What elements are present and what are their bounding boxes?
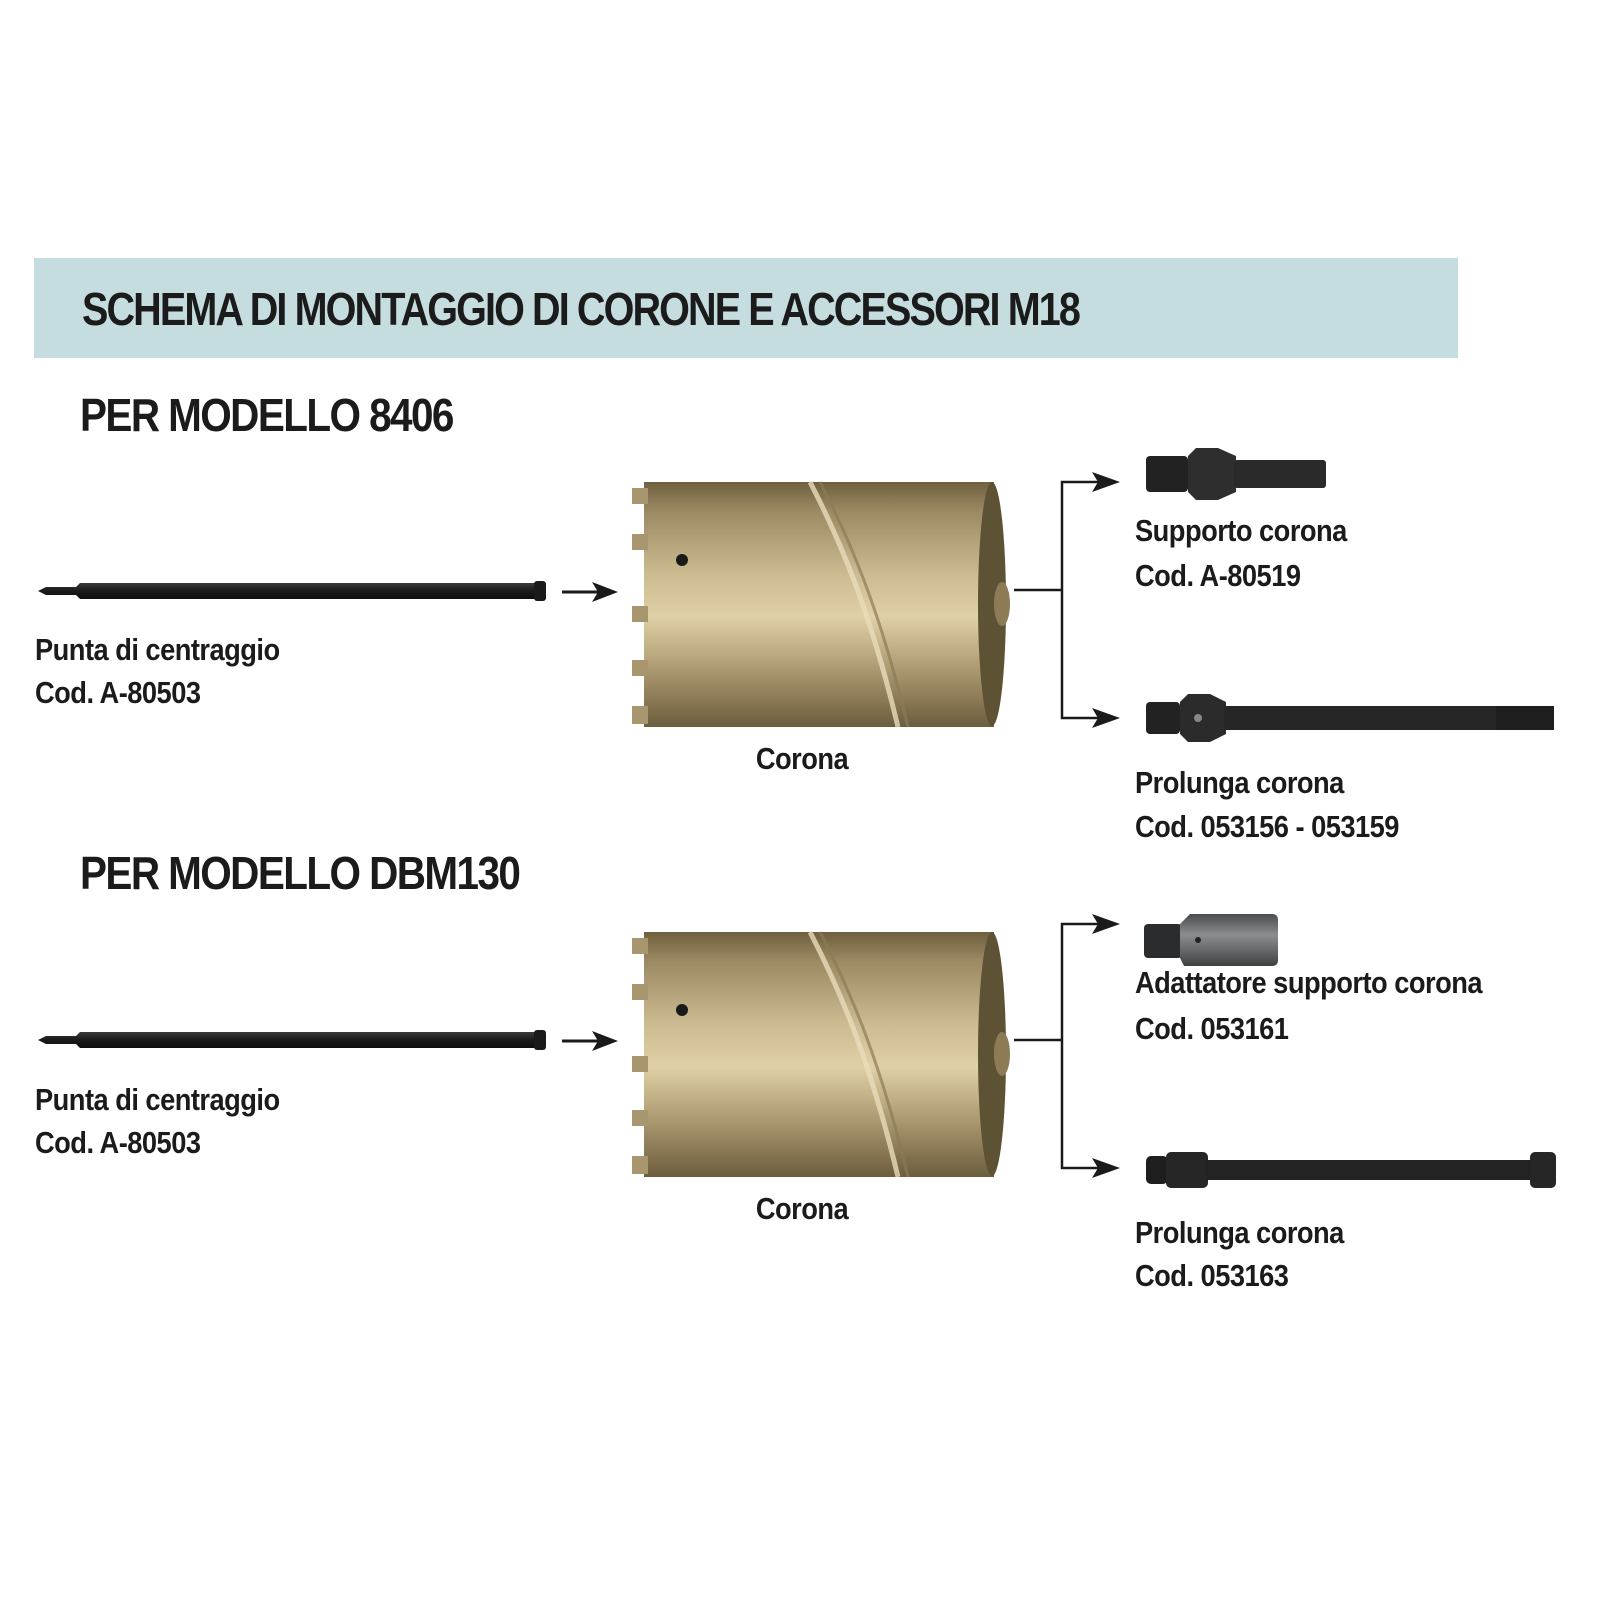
section-title-dbm130: PER MODELLO DBM130 <box>80 847 520 899</box>
branch-connector <box>1014 470 1124 730</box>
section-title-8406: PER MODELLO 8406 <box>80 389 453 441</box>
core-bit-image <box>630 930 1020 1180</box>
accessory-name: Supporto corona <box>1135 513 1347 548</box>
title-banner <box>34 258 1458 358</box>
accessory-name: Prolunga corona <box>1135 765 1344 800</box>
centering-bit-code: Cod. A-80503 <box>35 1125 201 1160</box>
core-bit-name: Corona <box>755 1191 849 1226</box>
branch-connector <box>1014 912 1124 1182</box>
core-bit-image <box>630 480 1020 730</box>
accessory-name: Adattatore supporto corona <box>1135 965 1482 1000</box>
core-bit-name: Corona <box>755 741 849 776</box>
accessory-code: Cod. A-80519 <box>1135 558 1301 593</box>
centering-bit-code: Cod. A-80503 <box>35 675 201 710</box>
accessory-code: Cod. 053161 <box>1135 1011 1289 1046</box>
diagram-title: SCHEMA DI MONTAGGIO DI CORONE E ACCESSORI M18 <box>82 283 1079 335</box>
centering-bit-image <box>36 1027 556 1057</box>
centering-bit-name: Punta di centraggio <box>35 632 280 667</box>
centering-bit-image <box>36 578 556 608</box>
accessory-name: Prolunga corona <box>1135 1215 1344 1250</box>
accessory-code: Cod. 053156 - 053159 <box>1135 809 1399 844</box>
centering-bit-name: Punta di centraggio <box>35 1082 280 1117</box>
arrow-right-icon <box>562 580 622 604</box>
extension-rod-image <box>1146 1150 1566 1190</box>
extension-rod-image <box>1146 692 1566 744</box>
arrow-right-icon <box>562 1029 622 1053</box>
core-bit-holder-image <box>1146 446 1346 504</box>
accessory-code: Cod. 053163 <box>1135 1258 1289 1293</box>
